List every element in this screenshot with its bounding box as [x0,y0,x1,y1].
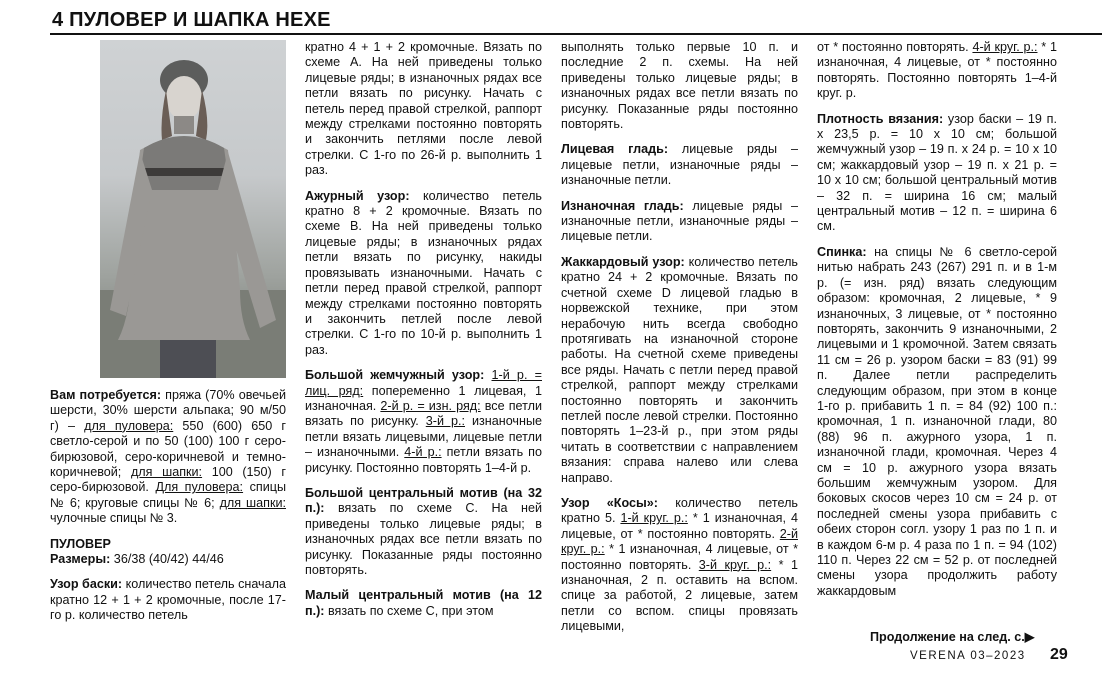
title-rule [50,33,1102,35]
text-underlined: 3-й круг. р.: [698,557,772,572]
back-label: Спинка: [817,244,867,259]
text: * 1 изнаночная, 2 п. оставить на вспом. спице за работой, 2 лицевые, затем петли со вспом. спицы провязать лицевыми, [561,557,798,634]
stockinette-paragraph [561,142,798,188]
section-heading-pullover: ПУЛОВЕР [50,536,111,551]
text: узор баски – 19 п. x 23,5 р. = 10 x 10 см; большой жемчужный узор – 19 п. x 24 р. = 10 x 10 см; жаккардовый узор – 19 п. x 21 р. = 10 x 10 см; большой центральный мотив – 32 п. = ширина 16 см; малый центральный мотив – 12 п. = ширина 6 см. [817,111,1057,234]
text-underlined: 4-й р.: [404,445,442,460]
materials-label: Вам потребуется: [50,388,162,402]
small-motif-continued: выполнять только первые 10 п. и последние 2 п. схемы. На ней приведены только лицевые ряды; в изнаночных рядах все петли вязать по рисунку. Показанные ряды постоянно повторять. [561,40,798,132]
photo-illustration [100,40,286,378]
jacquard-paragraph [561,255,798,486]
text: 550 (600) 650 г светло-серой и по 50 (100) 100 г серо-бирюзовой, серо-коричневой и темно-коричневой; [50,418,286,480]
continued-note [870,629,1034,644]
text: количество петель кратно 24 + 2 кромочные. Вязать по счетной схеме D лицевой гладью в норвежской технике, при этом нерабочую нить всегда свободно протягивать на изнаночной стороне работы. На счетной схеме приведены все ряды. Начать с петли перед правой стрелкой, раппорт между стрелками постоянно повторять и закончить петлей после левой стрелки. Постоянно повторять 1–23-й р., при этом ряды читать в соответствии с направлением вязания: справа налево или слева направо. [561,254,798,485]
cable-continued [817,40,1057,102]
column-3 [561,40,798,645]
pullover-sizes [50,537,286,568]
small-motif-label: Малый центральный мотив (на 12 п.): [305,588,542,618]
text: изнаночные петли вязать лицевыми, лицевые петли – изнаночными. [305,414,543,460]
lace-paragraph [305,189,542,358]
text-underlined: для шапки: [130,465,203,480]
cable-paragraph [561,496,798,635]
small-motif-paragraph [305,588,542,619]
reverse-stockinette-label: Изнаночная гладь: [561,198,684,213]
bask-continued: кратно 4 + 1 + 2 кромочные. Вязать по схеме А. На ней приведены только лицевые ряды; в изнаночных рядах все петли вязать по рисунку. Начать с петель перед правой стрелкой, раппорт между стрелками постоянно повторять и закончить петлями после левой стрелки. С 1-го по 26-й р. выполнить 1 раз. [305,40,542,178]
text: * 1 изнаночная, 4 лицевые, от * постоянно повторять. [561,511,798,541]
pearl-label: Большой жемчужный узор: [305,368,485,383]
continued-text: Продолжение на след. с. [870,630,1025,644]
text: от * постоянно повторять. [817,40,973,54]
text: количество петель кратно 5. [561,495,798,526]
page-title: 4 ПУЛОВЕР И ШАПКА НЕХЕ [52,9,331,31]
text: все петли вязать по рисунку. [305,398,542,429]
column-2 [305,40,542,629]
big-motif-label: Большой центральный мотив (на 32 п.): [305,485,542,516]
text: на спицы № 6 светло-серой нитью набрать 243 (267) 291 п. и в 1-м р. (= изн. ряд) вязать следующим образом: кромочная, 2 лицевые, * 9 изнаночных, 3 лицевые, от * постоянно повторять, закончить 9 изнаночными, 2 лицевыми и 1 кромочной. Затем связать 11 см = 26 р. узором баски = 83 (91) 99 п. Далее петли распределить следующим образом, при этом в конце 1-го р. прибавить 1 п. = 84 (92) 100 п.: кромочная, 1 п. изнаночной глади, 80 (88) 96 п. ажурного узора, 1 п. изнаночной глади, кромочная. Через 4 см = 10 р. ажурного узора вязать большим жемчужным узором. Для боковых скосов через 10 см = 24 р. от последней смены узора прибавить с обеих сторон согл. узору 1 раз по 1 п. и в каждом 6-м р. 4 раза по 1 п. = 94 (102) 110 п. Через 22 см = 52 р. от последней смены узора продолжить работу жаккардовым [817,244,1057,598]
text: спицы № 6; круговые спицы № 6; [50,480,286,510]
text-underlined: 4-й круг. р.: [972,40,1038,54]
text-underlined: 2-й р. = изн. ряд: [380,398,481,413]
text: 100 (150) г серо-бирюзовой. [50,465,286,495]
text-underlined: 3-й р.: [425,414,465,429]
magazine-footer: VERENA 03–2023 [910,650,1026,662]
text: * 1 изнаночная, 4 лицевые, от * постоянно повторять. [561,542,798,572]
page-number: 29 [1050,646,1068,663]
model-photo [100,40,286,378]
arrow-right-icon: ▶ [1024,630,1035,644]
sizes-value: 36/38 (40/42) 44/46 [110,552,224,567]
text: количество петель кратно 8 + 2 кромочные. Вязать по схеме В. На ней приведены только лицевые ряды; в изнаночных рядах петли вязать по рисунку, накиды провязывать изнаночными. Начать с петли перед правой стрелкой, раппорт между стрелками постоянно повторять и закончить петлей после левой стрелки. С 1-го по 10-й р. выполнить 1 раз. [305,188,542,357]
pearl-paragraph [305,368,542,476]
text: лицевые ряды – лицевые петли, изнаночные ряды – изнаночные петли. [561,142,798,188]
text-underlined: для пуловера: [84,418,174,433]
text-underlined: 2-й круг. р.: [561,526,798,557]
reverse-stockinette-paragraph [561,199,798,245]
cable-label: Узор «Косы»: [561,495,658,510]
lace-label: Ажурный узор: [305,188,410,203]
text: попеременно 1 лицевая, 1 изнаночная. [305,383,542,413]
text-underlined: Для пуловера: [155,480,244,495]
text: вязать по схеме С. На ней приведены только лицевые ряды; в изнаночных рядах все петли вязать по рисунку. Показанные ряды постоянно повторять. [305,501,542,577]
gauge-paragraph [817,112,1057,235]
sizes-label: Размеры: [50,552,111,567]
text: вязать по схеме С, при этом [324,603,494,618]
materials-paragraph [50,388,286,527]
text-underlined: для шапки: [219,495,286,510]
text: количество петель сначала кратно 12 + 1 + 2 кромочные, после 17-го р. количество петель [50,577,286,623]
bask-label: Узор баски: [50,577,123,592]
jacquard-label: Жаккардовый узор: [561,254,685,269]
stockinette-label: Лицевая гладь: [561,142,669,157]
column-1 [50,388,286,634]
text: чулочные спицы № 3. [50,511,178,526]
text: лицевые ряды – изнаночные петли, изнаночные ряды – лицевые петли. [561,198,798,244]
text: * 1 изнаночная, 4 лицевые, от * постоянно повторять. Постоянно повторять 1–4-й круг. р. [817,40,1057,101]
big-motif-paragraph [305,486,542,578]
back-paragraph [817,245,1057,599]
text-underlined: 1-й круг. р.: [620,511,688,526]
text: пряжа (70% овечьей шерсти, 30% шерсти альпака; 90 м/50 г) – [50,388,286,433]
bask-paragraph [50,577,286,623]
gauge-label: Плотность вязания: [817,111,944,126]
text: петли вязать по рисунку. Постоянно повторять 1–4-й р. [305,445,542,475]
column-4 [817,40,1057,609]
text-underlined: 1-й р. = лиц. ряд: [305,368,542,398]
